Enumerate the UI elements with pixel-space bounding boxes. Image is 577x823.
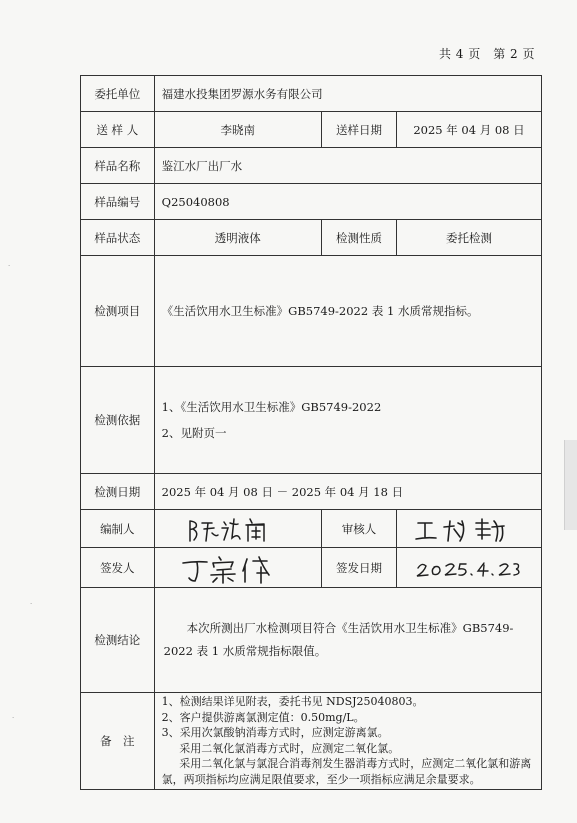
remark-line-5: 采用二氧化氯与氯混合消毒剂发生器消毒方式时，应测定二氧化氯和游离氯，两项指标均应满足限值要求，至少一项指标应满足余量要求。	[161, 757, 532, 786]
remark-line-4: 采用二氧化氯消毒方式时，应测定二氧化氯。	[179, 741, 400, 755]
sample-id-label: 样品编号	[81, 184, 155, 220]
seal-edge	[564, 440, 577, 530]
remarks-label: 备 注	[81, 693, 155, 790]
row-compiler	[81, 510, 542, 548]
row-issuer	[81, 548, 542, 588]
test-basis-value	[154, 367, 541, 474]
conclusion-label: 检测结论	[81, 588, 155, 693]
sample-state-label: 样品状态	[81, 220, 155, 256]
send-date-label: 送样日期	[321, 112, 396, 148]
test-nature-value: 委托检测	[397, 220, 542, 256]
scan-dot: ·	[8, 262, 11, 270]
basis-line-2: 2、见附页一	[161, 426, 227, 440]
remark-line-3: 3、采用次氯酸钠消毒方式时，应测定游离氯。	[161, 726, 389, 740]
sample-name-value: 鉴江水厂出厂水	[154, 148, 541, 184]
scan-dot: ·	[30, 600, 33, 608]
row-test-date	[81, 474, 542, 510]
row-test-items	[81, 256, 542, 367]
test-date-value: 2025 年 04 月 08 日 － 2025 年 04 月 18 日	[154, 474, 541, 510]
sample-state-value: 透明液体	[154, 220, 321, 256]
row-test-basis	[81, 367, 542, 474]
row-sample-id	[81, 184, 542, 220]
reviewer-label: 审核人	[321, 510, 396, 548]
client-value: 福建水投集团罗源水务有限公司	[154, 76, 541, 112]
test-date-label: 检测日期	[81, 474, 155, 510]
issue-date-handwriting	[404, 554, 534, 582]
row-sample-name	[81, 148, 542, 184]
inspection-report-table	[80, 75, 542, 790]
compiler-signature-image	[178, 513, 298, 545]
sample-name-label: 样品名称	[81, 148, 155, 184]
reviewer-signature-image	[404, 513, 534, 545]
test-items-label: 检测项目	[81, 256, 155, 367]
remarks-cell	[154, 693, 541, 790]
issue-date-label: 签发日期	[321, 548, 396, 588]
send-date-value: 2025 年 04 月 08 日	[397, 112, 542, 148]
test-basis-label: 检测依据	[81, 367, 155, 474]
remark-line-2: 2、客户提供游离氯测定值：0.50mg/L。	[161, 710, 365, 724]
sender-label: 送 样 人	[81, 112, 155, 148]
issue-date-handwritten	[397, 548, 542, 588]
row-remarks	[81, 693, 542, 790]
sample-id-value: Q25040808	[154, 184, 541, 220]
row-conclusion	[81, 588, 542, 693]
issuer-label: 签发人	[81, 548, 155, 588]
issuer-signature	[154, 548, 321, 588]
compiler-signature	[154, 510, 321, 548]
row-sender	[81, 112, 542, 148]
row-client	[81, 76, 542, 112]
issuer-signature-image	[173, 551, 303, 585]
page-counter: 共 4 页 第 2 页	[438, 47, 535, 61]
sender-value: 李晓南	[154, 112, 321, 148]
conclusion-value: 本次所测出厂水检测项目符合《生活饮用水卫生标准》GB5749-2022 表 1 水质常规指标限值。	[163, 621, 514, 658]
compiler-label: 编制人	[81, 510, 155, 548]
reviewer-signature	[397, 510, 542, 548]
scan-dot: ·	[12, 714, 15, 722]
row-sample-state	[81, 220, 542, 256]
remark-line-1: 1、检测结果详见附表，委托书见 NDSJ25040803。	[161, 695, 424, 708]
client-label: 委托单位	[81, 76, 155, 112]
basis-line-1: 1、《生活饮用水卫生标准》GB5749-2022	[161, 400, 382, 414]
test-items-value: 《生活饮用水卫生标准》GB5749-2022 表 1 水质常规指标。	[154, 256, 541, 367]
test-nature-label: 检测性质	[321, 220, 396, 256]
conclusion-cell	[154, 588, 541, 693]
